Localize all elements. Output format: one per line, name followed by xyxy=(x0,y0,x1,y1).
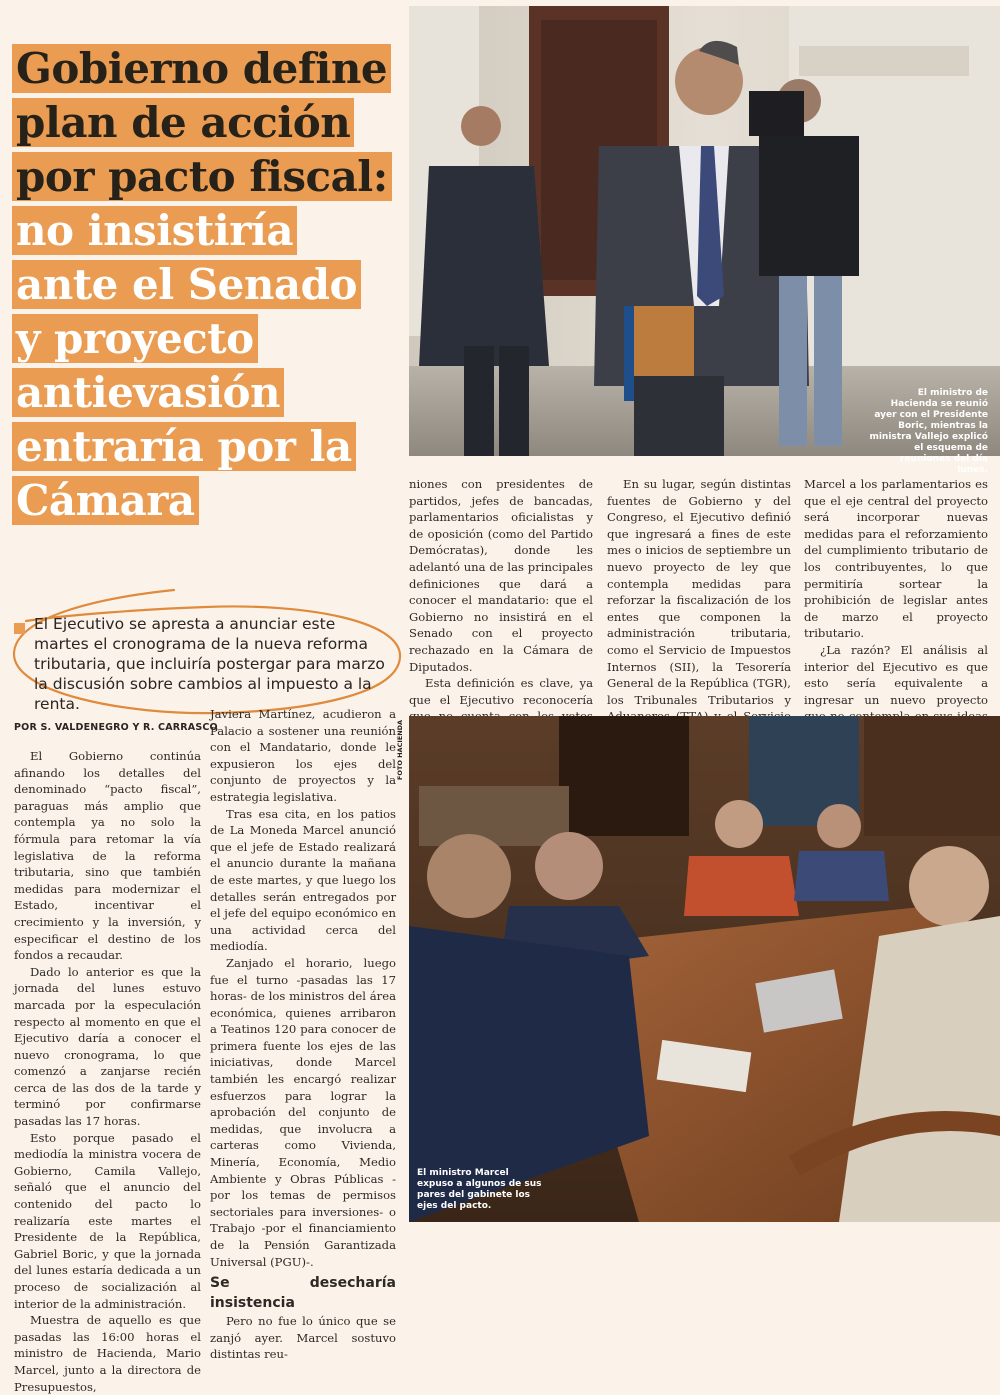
paragraph: El Gobierno continúa afinando los detalles del denominado “pacto fiscal”, paraguas más amplio que contempla ya no solo la fórmula para retomar la vía legislativa de la reforma tributaria, sino que también medidas para modernizar el Estado, incentivar el crecimiento y la inversión, y especificar el destino de los fondos a recaudar. xyxy=(14,749,201,963)
paragraph: ¿La razón? El análisis al interior del Ejecutivo es que esto sería equivalente a ingresar un nuevo proyecto xyxy=(804,642,988,707)
subheading: Se desecharía insistencia xyxy=(210,1275,396,1312)
paragraph: niones con presidentes de partidos, jefes de bancadas, parlamentarios oficialistas y de oposición (como del Partido Demócratas), donde les adelantó una de las principales definiciones que dará a conocer el mandatario: que el Gobierno no insistirá en el Senado con el proyecto rechazado en la Cámara de Diputados. xyxy=(409,477,593,674)
paragraph: Esto porque pasado el mediodía la ministra vocera de Gobierno, Camila Vallejo, señaló que el anuncio del contenido del pacto lo realizaría este martes el Presidente de la República, Gabriel Boric, y que la jornada del lunes estaría dedicada a un proceso de socialización al interior de la administración. xyxy=(14,1130,201,1311)
paragraph: Zanjado el horario, luego fue el turno -pasadas las 17 horas- de los ministros del área económica, quienes arribaron a Teatinos 120 para conocer de primera fuente los ejes de las iniciativas, donde Marcel también les encargó realizar esfuerzos para lograr la aprobación del conjunto de medidas, que involucra a carteras como Vivienda, Minería, Economía, Medio Ambiente y Obras Públicas -por los temas de permisos sectoriales para inversiones- o Trabajo -por el financiamiento de la Pensión Garantizada Universal (PGU)-. xyxy=(210,955,396,1269)
bullet-square-icon xyxy=(14,623,25,634)
headline-line: antievasión xyxy=(12,368,284,417)
body-column-1 xyxy=(14,748,201,1395)
photo-caption: El ministro Marcel expuso a algunos de sus pares del gabinete los ejes del pacto. xyxy=(417,1168,542,1211)
photo-credit: FOTO HACIENDA xyxy=(396,719,404,781)
headline-line: no insistiría xyxy=(12,206,297,255)
paragraph: Muestra de aquello es que pasadas las 16:00 horas el ministro de Hacienda, Mario Marcel, junto a la directora de Presupuestos, xyxy=(14,1313,201,1394)
paragraph: Esta definición es clave, ya que el Ejecutivo reconocería xyxy=(409,676,593,707)
paragraph: Marcel a los parlamentarios es que el eje central del proyecto será incorporar nuevas medidas para el reforzamiento del cumplimiento tributario de los contribuyentes, lo que permitiría sortear la prohibición de legislar antes de marzo el proyecto tributario. xyxy=(804,477,988,641)
photo-cabinet-meeting-image xyxy=(409,716,1000,1222)
headline xyxy=(12,44,407,530)
photo-caption: El ministro de Hacienda se reunió ayer con el Presidente Boric, mientras la ministra Vallejo explicó el esquema de reuniones del día lunes. xyxy=(869,388,988,475)
headline-line: ante el Senado xyxy=(12,260,361,309)
byline: POR S. VALDENEGRO Y R. CARRASCO xyxy=(14,722,218,733)
lead-paragraph xyxy=(14,614,394,714)
headline-line: y proyecto xyxy=(12,314,258,363)
paragraph: Javiera Martínez, acudieron a Palacio a sostener una reunión con el Mandatario, donde le expusieron los ejes del conjunto de proyectos y la estrategia legislativa. xyxy=(210,707,396,804)
headline-line: Cámara xyxy=(12,476,199,525)
paragraph: Pero no fue lo único que se zanjó ayer. Marcel sostuvo distintas reu- xyxy=(210,1314,396,1362)
body-column-2 xyxy=(210,706,396,1363)
paragraph: Tras esa cita, en los patios de La Moneda Marcel anunció que el jefe de Estado realizará el anuncio durante la mañana de este martes, y que luego los detalles serán entregados por el jefe del equipo económico en una actividad cerca del mediodía. xyxy=(210,806,396,954)
photo-ministers-walking xyxy=(409,6,1000,475)
headline-line: Gobierno define xyxy=(12,44,391,93)
paragraph: Dado lo anterior es que la jornada del lunes estuvo marcada por la especulación respecto al momento en que el Ejecutivo daría a conocer el nuevo cronograma, lo que comenzó a zanjarse recién cerca de las dos de la tarde y terminó por confirmarse pasadas las 17 horas. xyxy=(14,964,201,1129)
lead-text: El Ejecutivo se apresta a anunciar este martes el cronograma de la nueva reforma tributaria, que incluiría postergar para marzo la discusión sobre cambios al impuesto a la renta. xyxy=(34,615,385,713)
headline-line: por pacto fiscal: xyxy=(12,152,392,201)
headline-line: entraría por la xyxy=(12,422,356,471)
headline-line: plan de acción xyxy=(12,98,354,147)
paragraph: En su lugar, según distintas fuentes de Gobierno y del Congreso, el Ejecutivo definió que ingresará a fines de este mes o inicios de septiembre un nuevo proyecto de ley que contempla medidas para reforzar la fiscalización de los entes que componen la administración tributaria, como el Servicio de Impuestos Internos (SII), la Tesorería General de la República (TGR), los Tribunales Tributarios y xyxy=(607,477,791,707)
photo-cabinet-meeting xyxy=(409,716,1000,1222)
